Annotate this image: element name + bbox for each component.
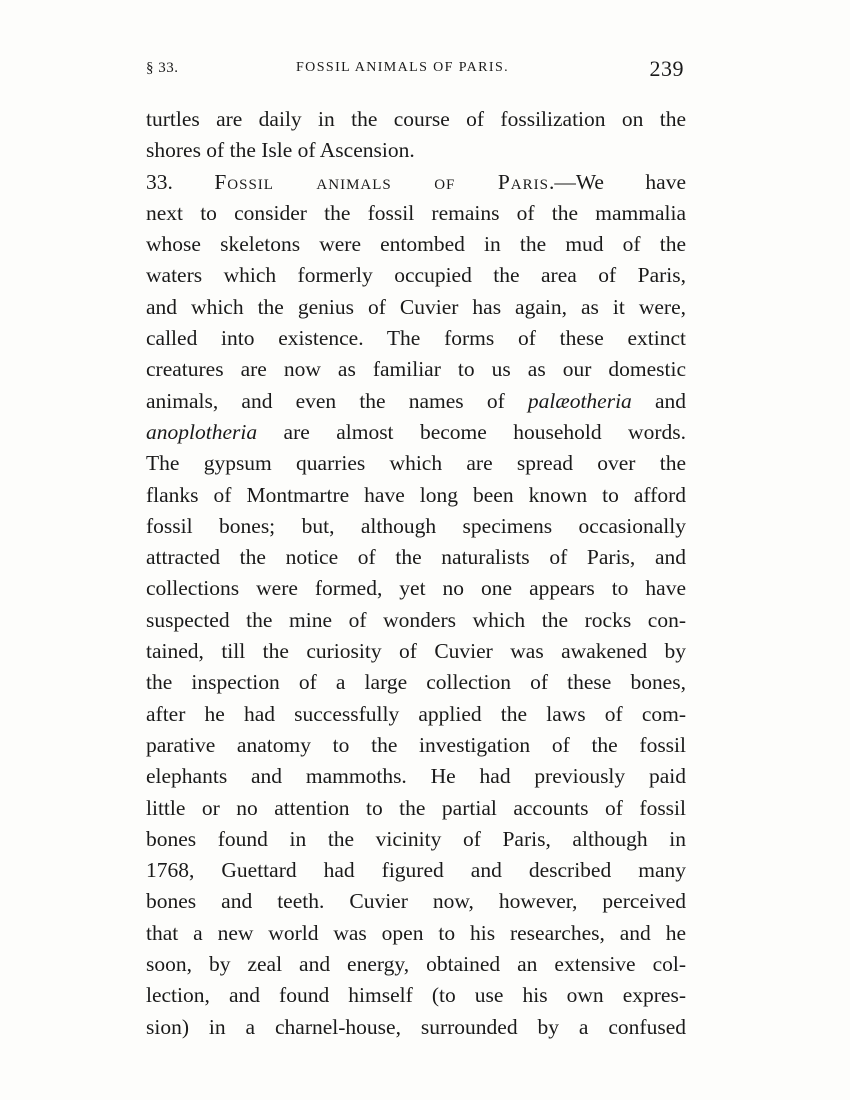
text-line: waters which formerly occupied the area of Paris, <box>146 263 686 288</box>
text-line: bones found in the vicinity of Paris, although in <box>146 826 686 851</box>
text-line: next to consider the fossil remains of the mammalia <box>146 200 686 225</box>
text-line: turtles are daily in the course of fossilization on the <box>146 107 686 131</box>
text-line: after he had successfully applied the laws of com- <box>146 701 686 726</box>
text-fragment: 33. <box>146 169 215 194</box>
italic-term: palæotheria <box>527 388 632 413</box>
text-line: that a new world was open to his researches, and he <box>146 920 686 945</box>
body-text <box>146 104 686 1043</box>
text-line: the inspection of a large collection of these bones, <box>146 670 686 695</box>
text-fragment: .—We have <box>548 169 686 194</box>
text-fragment: are almost become household words. <box>257 419 686 444</box>
text-fragment: animals, and even the names of <box>146 388 528 413</box>
text-line: parative anatomy to the investigation of the fossil <box>146 732 686 757</box>
text-line <box>146 167 686 198</box>
text-line: suspected the mine of wonders which the rocks con- <box>146 607 686 632</box>
text-line: soon, by zeal and energy, obtained an extensive col- <box>146 952 686 977</box>
text-line: The gypsum quarries which are spread over the <box>146 451 686 476</box>
text-line: sion) in a charnel-house, surrounded by a confused <box>146 1014 686 1039</box>
text-line: little or no attention to the partial accounts of fossil <box>146 795 686 820</box>
text-line: tained, till the curiosity of Cuvier was awakened by <box>146 639 686 664</box>
text-line: lection, and found himself (to use his own expres- <box>146 983 686 1008</box>
text-line: creatures are now as familiar to us as our domestic <box>146 357 686 382</box>
text-line: fossil bones; but, although specimens occasionally <box>146 513 686 538</box>
section-marker: § 33. <box>146 60 179 76</box>
text-line: elephants and mammoths. He had previously paid <box>146 764 686 789</box>
text-line: and which the genius of Cuvier has again, as it were, <box>146 294 686 319</box>
italic-term: anoplotheria <box>146 419 258 444</box>
text-line: flanks of Montmartre have long been known to afford <box>146 482 686 507</box>
text-fragment: and <box>631 388 686 413</box>
page-number: 239 <box>649 56 684 81</box>
running-title: FOSSIL ANIMALS OF PARIS. <box>296 60 510 75</box>
text-line: collections were formed, yet no one appears to have <box>146 576 686 601</box>
section-heading: Fossil animals of Paris <box>214 169 549 194</box>
running-head <box>146 58 684 88</box>
text-line: bones and teeth. Cuvier now, however, perceived <box>146 889 686 914</box>
text-line <box>146 386 686 417</box>
text-line: whose skeletons were entombed in the mud of the <box>146 232 686 257</box>
text-line: 1768, Guettard had figured and described many <box>146 858 686 883</box>
text-line <box>146 417 686 448</box>
text-line: attracted the notice of the naturalists of Paris, and <box>146 545 686 570</box>
text-line: shores of the Isle of Ascension. <box>146 138 415 163</box>
text-line: called into existence. The forms of these extinct <box>146 326 686 351</box>
